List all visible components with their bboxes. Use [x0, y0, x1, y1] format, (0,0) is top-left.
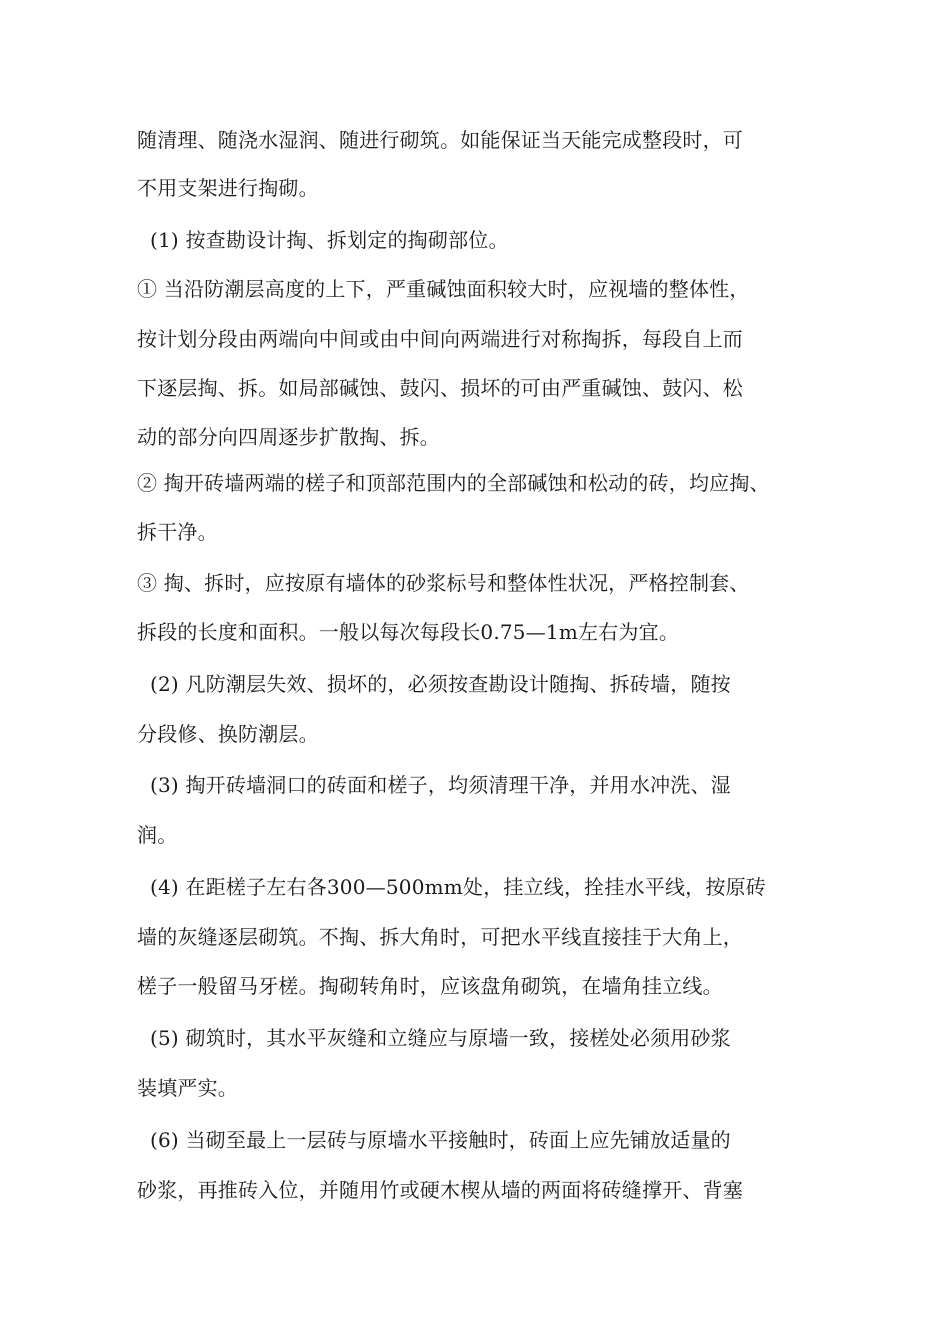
- text-line: 分段修、换防潮层。: [137, 722, 319, 746]
- text-line: (1) 按查勘设计掏、拆划定的掏砌部位。: [150, 228, 509, 252]
- text-line: 润。: [137, 823, 178, 847]
- text-line: 砂浆，再推砖入位，并随用竹或硬木楔从墙的两面将砖缝撑开、背塞: [137, 1178, 743, 1202]
- text-line: ① 当沿防潮层高度的上下，严重碱蚀面积较大时，应视墙的整体性，: [137, 277, 750, 301]
- text-line: 按计划分段由两端向中间或由中间向两端进行对称掏拆，每段自上而: [137, 327, 743, 351]
- text-line: 随清理、随浇水湿润、随进行砌筑。如能保证当天能完成整段时，可: [137, 128, 743, 152]
- text-line: 墙的灰缝逐层砌筑。不掏、拆大角时，可把水平线直接挂于大角上，: [137, 925, 743, 949]
- text-line: ② 掏开砖墙两端的槎子和顶部范围内的全部碱蚀和松动的砖，均应掏、: [137, 471, 770, 495]
- text-line: (2) 凡防潮层失效、损坏的，必须按查勘设计随掏、拆砖墙，随按: [150, 672, 731, 696]
- text-line: (5) 砌筑时，其水平灰缝和立缝应与原墙一致，接槎处必须用砂浆: [150, 1026, 731, 1050]
- text-line: (6) 当砌至最上一层砖与原墙水平接触时，砖面上应先铺放适量的: [150, 1128, 731, 1152]
- text-line: 下逐层掏、拆。如局部碱蚀、鼓闪、损坏的可由严重碱蚀、鼓闪、松: [137, 376, 743, 400]
- text-line: 动的部分向四周逐步扩散掏、拆。: [137, 425, 440, 449]
- text-line: 槎子一般留马牙槎。掏砌转角时，应该盘角砌筑，在墙角挂立线。: [137, 974, 723, 998]
- text-line: ③ 掏、拆时，应按原有墙体的砂浆标号和整体性状况，严格控制套、: [137, 571, 750, 595]
- text-line: 不用支架进行掏砌。: [137, 176, 319, 200]
- text-line: 拆段的长度和面积。一般以每次每段长0.75—1m左右为宜。: [137, 620, 680, 644]
- text-line: (3) 掏开砖墙洞口的砖面和槎子，均须清理干净，并用水冲洗、湿: [150, 773, 731, 797]
- text-line: (4) 在距槎子左右各300—500mm处，挂立线，拴挂水平线，按原砖: [150, 875, 766, 899]
- text-line: 装填严实。: [137, 1076, 238, 1100]
- text-line: 拆干净。: [137, 520, 218, 544]
